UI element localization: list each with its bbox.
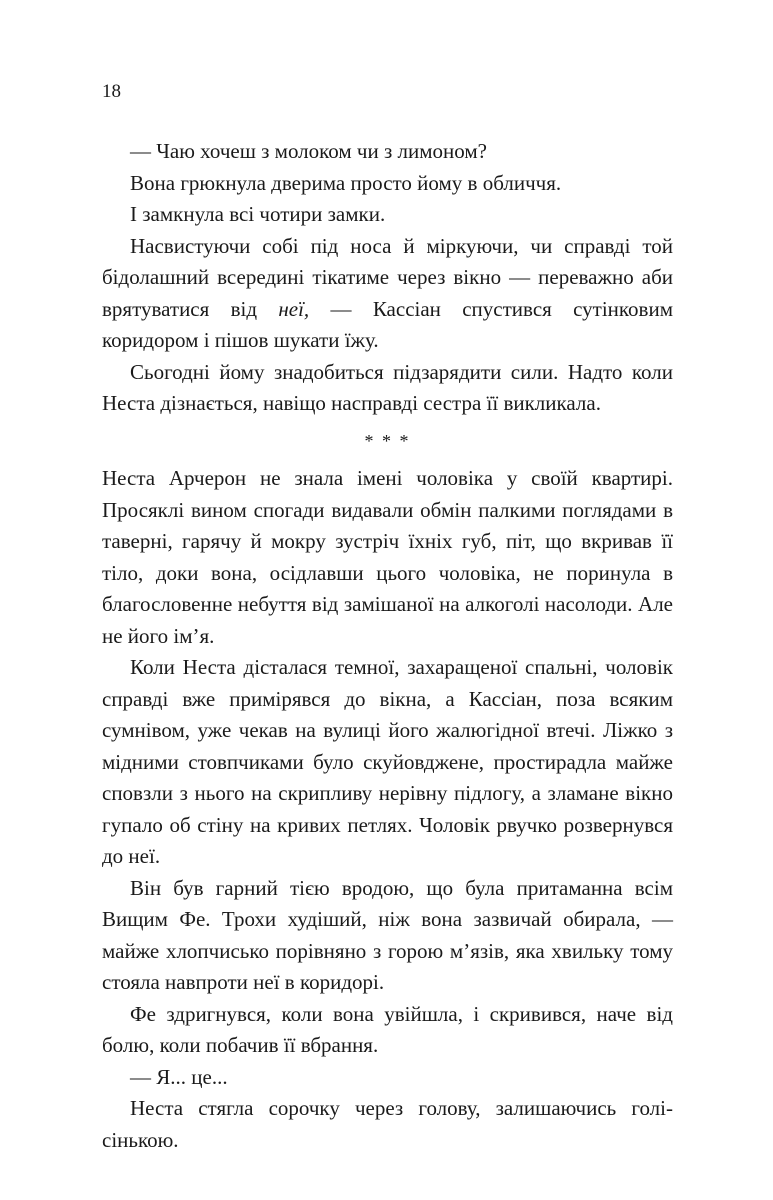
paragraph-high-fae: Він був гарний тією вродою, що була притаманна всім Вищим Фе. Трохи худіший, ніж вона зазвичай обирала, — майже хлопчисько порівняно з горою м’язів, яка хвильку тому стояла навпроти неї в коридорі. — [102, 875, 673, 994]
paragraph-text: Насвистуючи собі під носа й міркуючи, чи справді той бідолашний всередині тікатиме через вікно — переважно аби врятуватися від — [102, 233, 673, 321]
paragraph-dialogue-stammer: — Я... це... — [130, 1064, 228, 1089]
scene-break: * * * — [364, 430, 411, 451]
paragraph-nesta-archeron: Неста Арчерон не знала імені чоловіка у своїй квартирі. Просяклі вином спогади видавали обмін палкими поглядами в таверні, гарячу й мокру зустріч їхніх губ, піт, що вкривав її тіло, доки вона, осідлавши цього чоловіка, не поринула в благословенне небуття від замішаної на алкоголі насолоди. Але не його ім’я. — [102, 466, 673, 648]
paragraph-bedroom: Коли Неста дісталася темної, захаращеної спальні, чоловік справді вже примірявся до вікна, а Кассіан, поза всяким сумнівом, уже чекав на вулиці його жалюгідної втечі. Ліжко з мідними стовпчиками було скуйовджене, простирадла майже сповзли з нього на скрипливу нерівну підлогу, а зламане вікно гупало об стіну на кривих петлях. Чоловік рвучко розвернувся до неї. — [102, 655, 673, 868]
paragraph-dialogue-tea: — Чаю хочеш з молоком чи з лимоном? — [130, 139, 487, 163]
paragraph-fae-flinched: Фе здригнувся, коли вона увійшла, і скривився, наче від болю, коли побачив її вбрання. — [102, 1001, 673, 1057]
italic-emphasis: неї, — [278, 296, 310, 321]
paragraph-cassian-whistling — [102, 231, 673, 357]
paragraph-text: — Кассіан спустився сутінковим коридором і пішов шукати їжу. — [102, 296, 673, 352]
paragraph-recharge: Сьогодні йому знадобиться підзарядити сили. Надто коли Неста дізнається, навіщо насправді сестра її викликала. — [102, 359, 673, 415]
page-body — [102, 136, 673, 1156]
paragraph-door-slam: Вона грюкнула дверима просто йому в обличчя. — [130, 170, 562, 195]
paragraph-nesta-shirt: Неста стягла сорочку через голову, залишаючись голісінькою. — [102, 1096, 673, 1152]
paragraph-locks: І замкнула всі чотири замки. — [130, 202, 386, 226]
page-number: 18 — [102, 81, 121, 102]
